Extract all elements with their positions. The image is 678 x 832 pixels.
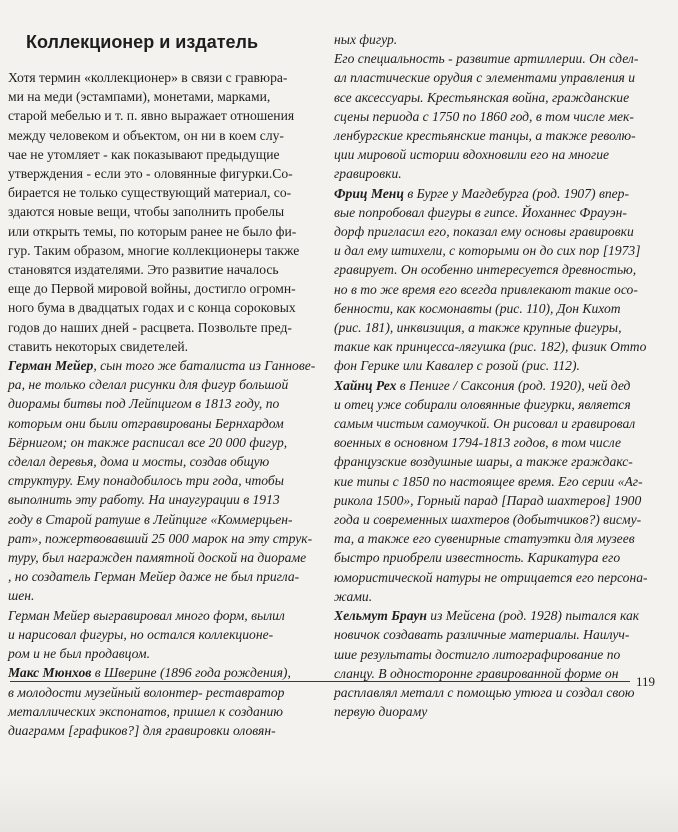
line-text: диаграмм [графиков?] для гравировки оловян- xyxy=(8,722,276,738)
left-column-line xyxy=(8,510,328,529)
left-column-line xyxy=(8,414,328,433)
right-column-line xyxy=(334,625,670,644)
line-text: кие типы с 1850 по настоящее время. Его серии «Аг- xyxy=(334,473,643,489)
right-column-line xyxy=(334,337,670,356)
line-text: , сын того же баталиста из Ганнове- xyxy=(93,358,316,374)
right-column-line xyxy=(334,241,670,260)
line-text: в Пениге / Саксония (род. 1920), чей дед xyxy=(396,377,631,393)
left-column-line xyxy=(8,433,328,452)
line-text: диорамы битвы под Лейпцигом в 1813 году, по xyxy=(8,396,280,412)
right-column-line xyxy=(334,491,670,510)
line-text: ного бума в двадцатых годах и с конца сороковых xyxy=(8,300,296,316)
line-text: сланцу. В односторонне гравированной форме он xyxy=(334,665,619,681)
line-text: та, а также его сувенирные статуэтки для музеев xyxy=(334,531,635,547)
line-text: туру, был награжден памятной доской на диораме xyxy=(8,550,307,566)
line-text: шен. xyxy=(8,588,35,604)
right-column-line xyxy=(334,203,670,222)
line-text: структуру. Ему понадобилось три года, чтобы xyxy=(8,473,284,489)
line-text: в Бурге у Магдебурга (род. 1907) впер- xyxy=(403,185,630,201)
left-column-line xyxy=(8,471,328,490)
left-column-line xyxy=(8,702,328,721)
left-column-line xyxy=(8,298,328,317)
line-text: (рис. 181), инквизиция, а также крупные фигуры, xyxy=(334,320,622,336)
left-column-line xyxy=(8,279,328,298)
line-text: , но создатель Герман Мейер даже не был пригла- xyxy=(8,569,300,585)
right-column-line xyxy=(334,299,670,318)
line-text: выполнить эту работу. На инаугурации в 1913 xyxy=(8,492,280,508)
right-column xyxy=(334,30,670,721)
right-column-line xyxy=(334,356,670,375)
line-text: шие результаты достигло литографирование по xyxy=(334,646,621,662)
right-column-line xyxy=(334,395,670,414)
line-text: бенности, как космонавты (рис. 110), Дон Кихот xyxy=(334,300,621,316)
right-column-line xyxy=(334,529,670,548)
left-column-line xyxy=(8,721,328,740)
line-text: сцены периода с 1750 по 1860 год, в том числе мек- xyxy=(334,108,634,124)
right-column-line xyxy=(334,510,670,529)
line-text: между человеком и объектом, он ни в коем слу- xyxy=(8,127,284,143)
line-text: ром и не был продавцом. xyxy=(8,646,150,662)
right-column-line xyxy=(334,126,670,145)
left-column-line xyxy=(8,394,328,413)
line-text: года и современных шахтеров (добытчиков?) висму- xyxy=(334,512,642,528)
line-text: фон Герике или Кавалер с розой (рис. 112). xyxy=(334,358,580,374)
left-column-line xyxy=(8,222,328,241)
line-text: Бёрнигом; он также расписал все 20 000 фигур, xyxy=(8,434,288,450)
right-column-line xyxy=(334,376,670,395)
line-text: военных в основном 1794-1813 годов, в том числе xyxy=(334,435,622,451)
page-shadow xyxy=(0,772,678,832)
right-column-line xyxy=(334,472,670,491)
line-text: старой мебелью и т. п. явно выражает отношения xyxy=(8,108,295,124)
right-column-line xyxy=(334,88,670,107)
right-column-line xyxy=(334,414,670,433)
line-text: но в то же время его всегда привлекают такие осо- xyxy=(334,281,638,297)
left-column-line xyxy=(8,567,328,586)
line-text: самым чистым самоучкой. Он рисовал и гравировал xyxy=(334,416,636,432)
left-column-line xyxy=(8,164,328,183)
line-text: еще до Первой мировой войны, достигло огромн- xyxy=(8,281,296,297)
page-number: 119 xyxy=(636,674,656,689)
left-column-line xyxy=(8,452,328,471)
right-column-text xyxy=(334,30,670,721)
right-column-line xyxy=(334,280,670,299)
line-text: рат», пожертвовавший 25 000 марок на эту струк- xyxy=(8,530,313,546)
right-column-line xyxy=(334,702,670,721)
line-text: жами. xyxy=(334,588,373,604)
right-column-line xyxy=(334,606,670,625)
line-text: ставить некоторых свидетелей. xyxy=(8,338,189,354)
right-column-line xyxy=(334,164,670,183)
left-column-line xyxy=(8,183,328,202)
person-name: Макс Мюнхов xyxy=(8,665,92,681)
left-column xyxy=(8,30,328,740)
line-text: ных фигур. xyxy=(334,32,398,47)
line-text: году в Старой ратуше в Лейпциге «Коммерцьен- xyxy=(8,511,293,527)
line-text: юмористической натуры не отрицается его персона- xyxy=(334,569,648,585)
right-column-line xyxy=(334,548,670,567)
line-text: ции мировой истории вдохновили его на многие xyxy=(334,147,610,163)
line-text: рикола 1500», Горный парад [Парад шахтеров] 1900 xyxy=(334,492,642,508)
line-text: металлических экспонатов, пришел к созданию xyxy=(8,703,283,719)
right-column-line xyxy=(334,452,670,471)
line-text: становятся издателями. Это развитие началось xyxy=(8,262,279,278)
person-name: Хайнц Рех xyxy=(334,377,397,393)
left-column-line xyxy=(8,490,328,509)
left-column-line xyxy=(8,625,328,644)
line-text: из Мейсена (род. 1928) пытался как xyxy=(426,608,640,624)
left-column-line xyxy=(8,683,328,702)
line-text: гравирует. Он особенно интересуется древностью, xyxy=(334,262,637,278)
line-text: сделал деревья, дома и мосты, создав общую xyxy=(8,454,270,470)
left-column-line xyxy=(8,260,328,279)
left-column-line xyxy=(8,68,328,87)
right-column-line xyxy=(334,49,670,68)
right-column-line xyxy=(334,318,670,337)
right-column-line xyxy=(334,222,670,241)
line-text: гур. Таким образом, многие коллекционеры также xyxy=(8,242,300,258)
right-column-line xyxy=(334,107,670,126)
right-column-line xyxy=(334,145,670,164)
line-text: все аксессуары. Крестьянская война, гражданские xyxy=(334,89,630,105)
line-text: здаются новые вещи, чтобы заполнить пробелы xyxy=(8,204,285,220)
line-text: и дал ему штихели, с которыми он до сих пор [1973] xyxy=(334,243,641,259)
left-column-line xyxy=(8,644,328,663)
line-text: или открыть темы, по которым ранее не было фи- xyxy=(8,223,297,239)
footer-rule xyxy=(10,681,630,682)
line-text: в Шверине (1896 года рождения), xyxy=(91,665,291,681)
left-column-line xyxy=(8,606,328,625)
left-column-line xyxy=(8,241,328,260)
person-name: Герман Мейер xyxy=(8,358,94,374)
line-text: гравировки. xyxy=(334,166,402,182)
person-name: Хельмут Браун xyxy=(334,608,427,624)
line-text: и нарисовал фигуры, но остался коллекционе- xyxy=(8,626,274,642)
line-text: первую диораму xyxy=(334,704,428,720)
left-column-line xyxy=(8,375,328,394)
right-column-line xyxy=(334,260,670,279)
right-column-line xyxy=(334,30,670,49)
line-text: Герман Мейер выгравировал много форм, вылил xyxy=(8,607,285,623)
left-column-line xyxy=(8,337,328,356)
line-text: годов до наших дней - расцвета. Позвольте пред- xyxy=(8,319,292,335)
left-column-line xyxy=(8,356,328,375)
line-text: такие как принцесса-лягушка (рис. 182), физик Отто xyxy=(334,339,647,355)
right-column-line xyxy=(334,433,670,452)
line-text: бирается не только существующий материал, со- xyxy=(8,185,292,201)
line-text: дорф пригласил его, показал ему основы гравировки xyxy=(334,224,634,240)
left-column-line xyxy=(8,202,328,221)
person-name: Фриц Менц xyxy=(334,185,404,201)
line-text: которым они были отгравированы Бернхардом xyxy=(8,415,284,431)
line-text: утверждения - если это - оловянные фигурки.Со- xyxy=(8,166,293,182)
right-column-line xyxy=(334,68,670,87)
line-text: ми на меди (эстампами), монетами, марками, xyxy=(8,89,271,105)
left-column-line xyxy=(8,586,328,605)
line-text: и отец уже собирали оловянные фигурки, является xyxy=(334,396,631,412)
right-column-line xyxy=(334,645,670,664)
line-text: новичок создавать различные материалы. Наилуч- xyxy=(334,627,630,643)
line-text: чае не утомляет - как показывают предыдущие xyxy=(8,146,280,162)
left-column-line xyxy=(8,548,328,567)
right-column-line xyxy=(334,568,670,587)
line-text: Хотя термин «коллекционер» в связи с гравюра- xyxy=(8,70,288,85)
right-column-line xyxy=(334,587,670,606)
line-text: ленбургские крестьянские танцы, а также револю- xyxy=(334,128,636,144)
left-column-text xyxy=(8,68,328,740)
line-text: вые попробовал фигуры в гипсе. Йоханнес Фрауэн- xyxy=(334,204,627,220)
line-text: Его специальность - развитие артиллерии. Он сдел- xyxy=(334,51,639,67)
left-column-line xyxy=(8,318,328,337)
left-column-line xyxy=(8,145,328,164)
left-column-line xyxy=(8,106,328,125)
left-column-line xyxy=(8,87,328,106)
section-heading: Коллекционер и издатель xyxy=(26,32,259,52)
left-column-line xyxy=(8,529,328,548)
left-column-line xyxy=(8,663,328,682)
line-text: ра, не только сделал рисунки для фигур большой xyxy=(8,377,289,393)
line-text: быстро приобрели известность. Карикатура его xyxy=(334,550,621,566)
line-text: в молодости музейный волонтер- реставратор xyxy=(8,684,285,700)
right-column-line xyxy=(334,683,670,702)
right-column-line xyxy=(334,184,670,203)
line-text: французские воздушные шары, а также граждакс- xyxy=(334,454,633,470)
line-text: расплавлял металл с помощью утюга и создал свою xyxy=(334,684,635,700)
line-text: ал пластические орудия с элементами управления и xyxy=(334,70,636,86)
left-column-line xyxy=(8,126,328,145)
